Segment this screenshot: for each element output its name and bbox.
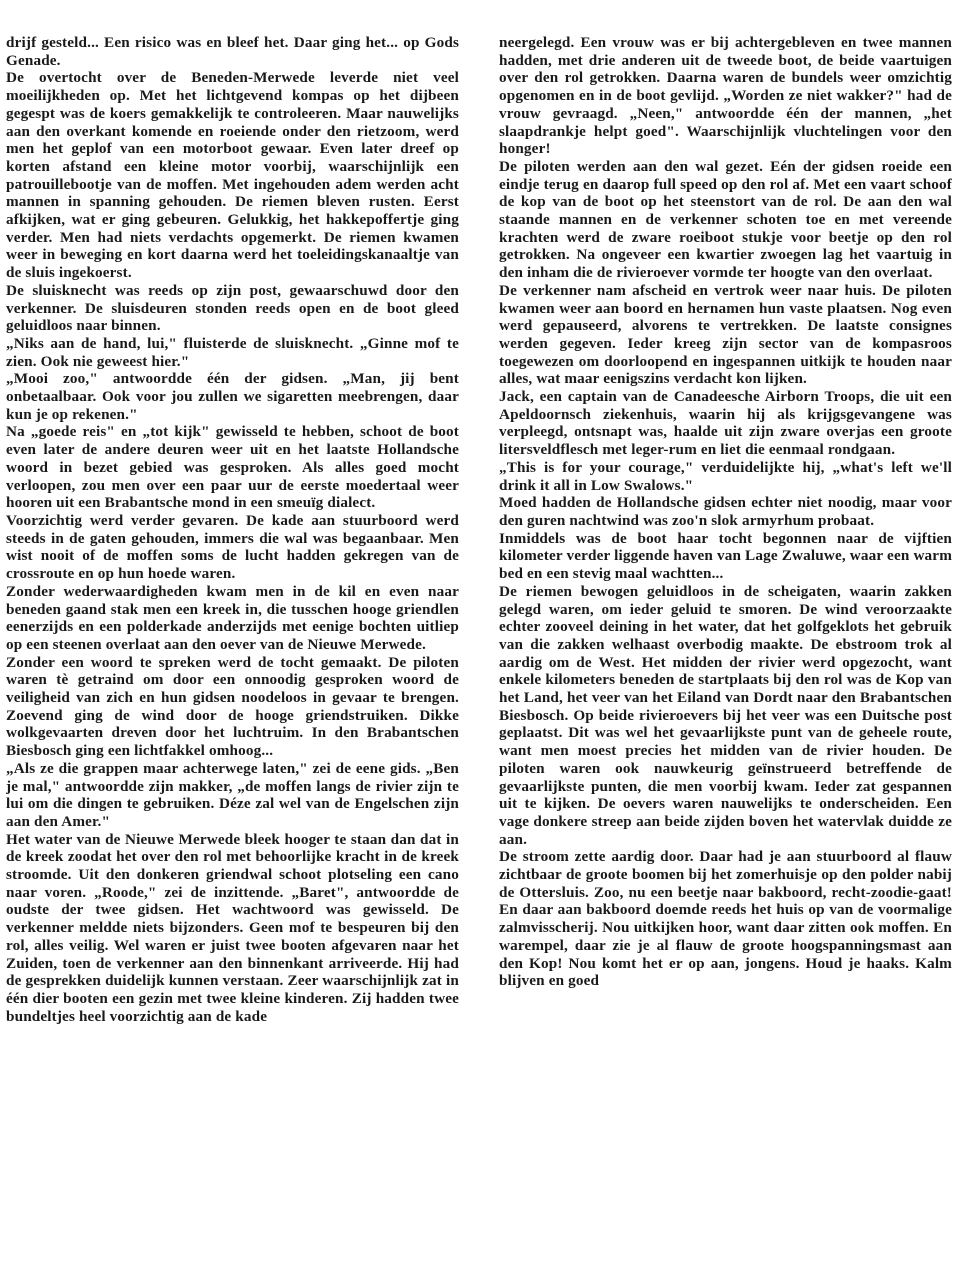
- paragraph: Jack, een captain van de Canadeesche Airborn Troops, die uit een Apeldoornsch ziekenhuis, waarin hij als krijgsgevangene was verpleegd, ontsnapt was, haalde uit zijn zware overjas een groote litersveldflesch met leger-rum en liet die eenmaal rondgaan.: [499, 388, 952, 459]
- paragraph: Na „goede reis" en „tot kijk" gewisseld te hebben, schoot de boot even later de andere deuren weer uit en het laatste Hollandsche woord in bezet gebied was gesproken. Als alles goed mocht verloopen, zou men over een paar uur de eerste moedertaal weer hooren uit een Brabantsche mond in een smeuïg dialect.: [6, 423, 459, 512]
- paragraph: „Niks aan de hand, lui," fluisterde de sluisknecht. „Ginne mof te zien. Ook nie geweest hier.": [6, 334, 459, 370]
- paragraph: Voorzichtig werd verder gevaren. De kade aan stuurboord werd steeds in de gaten gehouden, immers die wal was begaanbaar. Men wist nooit of de moffen soms de lucht hadden gekregen van de crossroute en op hun hoede waren.: [6, 511, 459, 583]
- paragraph: drijf gesteld... Een risico was en bleef het. Daar ging het... op Gods Genade.: [6, 34, 459, 69]
- paragraph: De overtocht over de Beneden-Merwede leverde niet veel moeilijkheden op. Met het lichtgevend kompas op het dijbeen gegespt was de koers gemakkelijk te controleeren. Maar nauwelijks aan den overkant komende en roeiende onder den rietzoom, werd men het geplof van een motorboot gewaar. Even later dreef op korten afstand een kleine motor voorbij, waarschijnlijk een patrouillebootje van de moffen. Met ingehouden adem werden acht mannen in spanning gehouden. De riemen bleven rusten. Eerst afkijken, wat er ging gebeuren. Gelukkig, het hakkepoffertje ging verder. Men had niets verdachts opgemerkt. De riemen kwamen weer in beweging en kort daarna werd het toeleidingskanaaltje van de sluis ingekoerst.: [6, 69, 459, 282]
- paragraph: De sluisknecht was reeds op zijn post, gewaarschuwd door den verkenner. De sluisdeuren stonden reeds open en de boot gleed geluidloos naar binnen.: [6, 281, 459, 335]
- paragraph: De riemen bewogen geluidloos in de scheigaten, waarin zakken gelegd waren, om ieder geluid te smoren. De wind veroorzaakte echter zooveel deining in het water, dat het golfgeklots het gebruik van die zakken welhaast overbodig maakte. De ebstroom trok al aardig om de West. Het midden der rivier werd opgezocht, want enkele kilometers beneden de startplaats bij den rol was de Kop van het Land, het veer van het Eiland van Dordt naar den Brabantschen Biesbosch. Op beide rivieroevers bij het veer was een Duitsche post geplaatst. Dit was wel het gevaarlijkste punt van de geheele route, want men moest precies het midden van de rivier houden. De piloten waren ook nauwkeurig geïnstrueerd betreffende de gevaarlijkste punten, die men voorbij kwam. Ieder zat gespannen uit te kijken. De oevers waren nauwelijks te onderscheiden. Een vage donkere streep aan beide zijden boven het watervlak duidde ze aan.: [499, 582, 952, 848]
- paragraph: De piloten werden aan den wal gezet. Eén der gidsen roeide een eindje terug en daarop full speed op den rol af. Met een vaart schoof de kop van de boot op het steenstort van de rol. De aan den wal staande mannen en de verkenner schoten toe en met vereende krachten werd de zware roeiboot stukje voor beetje op den rol getrokken. Na ongeveer een kwartier zwoegen lag het vaartuig in den inham die de rivieroever vormde ter hoogte van den overlaat.: [499, 157, 952, 282]
- paragraph: neergelegd. Een vrouw was er bij achtergebleven en twee mannen hadden, met drie anderen uit de tweede boot, de beide vaartuigen over den rol getrokken. Daarna waren de bundels weer omzichtig opgenomen en in de boot gevlijd. „Worden ze niet wakker?" had de vrouw gevraagd. „Neen," antwoordde één der mannen, „het slaapdrankje helpt goed". Waarschijnlijk vluchtelingen voor den honger!: [499, 34, 952, 158]
- paragraph: Zonder wederwaardigheden kwam men in de kil en even naar beneden gaand stak men een kreek in, die tusschen hooge griendlen eenerzijds en een polderkade anderzijds met eenige bochten uitliep op een steenen overlaat aan den oever van de Nieuwe Merwede.: [6, 582, 459, 653]
- paragraph: Moed hadden de Hollandsche gidsen echter niet noodig, maar voor den guren nachtwind was zoo'n slok armyrhum probaat.: [499, 494, 952, 529]
- paragraph: „This is for your courage," verduidelijkte hij, „what's left we'll drink it all in Low Swalows.": [499, 458, 952, 494]
- paragraph: „Als ze die grappen maar achterwege laten," zei de eene gids. „Ben je mal," antwoordde zijn makker, „de moffen langs de rivier zijn te lui om die dingen te gebruiken. Déze zal wel van de Engelschen zijn aan den Amer.": [6, 759, 459, 830]
- right-column: [499, 34, 952, 1282]
- paragraph: Zonder een woord te spreken werd de tocht gemaakt. De piloten waren tè getraind om door een onnoodig gesproken woord de veiligheid van zich en hun gidsen noodeloos in gevaar te brengen. Zoevend ging de wind door de hooge griendstruiken. Dikke wolkgevaarten dreven door het luchtruim. In den Brabantschen Biesbosch ging een lichtfakkel omhoog...: [6, 653, 459, 760]
- paragraph: De verkenner nam afscheid en vertrok weer naar huis. De piloten kwamen weer aan boord en hernamen hun vaste plaatsen. Nog even werd gepauseerd, alvorens te vertrekken. De laatste consignes werden gegeven. Ieder kreeg zijn sector van de kompasroos toegewezen om doorloopend en ingespannen uitkijk te houden naar alles, wat maar eenigszins verdacht kon lijken.: [499, 281, 952, 388]
- paragraph: Het water van de Nieuwe Merwede bleek hooger te staan dan dat in de kreek zoodat het over den rol met behoorlijke kracht in de kreek stroomde. Uit den donkeren griendwal schoot plotseling een cano naar voren. „Roode," zei de inzittende. „Baret", antwoordde de oudste der twee gidsen. Het wachtwoord was gewisseld. De verkenner meldde niets bijzonders. Geen mof te bespeuren bij den rol, alles veilig. Wel waren er juist twee booten afgevaren naar het Zuiden, toen de verkenner aan den binnenkant arriveerde. Hij had de gesprekken duidelijk kunnen verstaan. Zeer waarschijnlijk zat in één dier booten een gezin met twee kleine kinderen. Zij hadden twee bundeltjes heel voorzichtig aan de kade: [6, 830, 459, 1025]
- paragraph: Inmiddels was de boot haar tocht begonnen naar de vijftien kilometer verder liggende haven van Lage Zwaluwe, waar een warm bed en een stevig maal wachtten...: [499, 529, 952, 583]
- paragraph: De stroom zette aardig door. Daar had je aan stuurboord al flauw zichtbaar de groote boomen bij het zomerhuisje op den polder nabij de Ottersluis. Zoo, nu een beetje naar bakboord, recht-zoodie-gaat! En daar aan bakboord doemde reeds het huis op van de voormalige zalmvisscherij. Nou uitkijken hoor, want daar zitten ook moffen. En warempel, daar zie je al flauw de groote hoogspanningsmast aan den Kop! Nou komt het er op aan, jongens. Houd je haaks. Kalm blijven en goed: [499, 848, 952, 990]
- paragraph: „Mooi zoo," antwoordde één der gidsen. „Man, jij bent onbetaalbaar. Ook voor jou zullen we sigaretten meebrengen, daar kun je op rekenen.": [6, 370, 459, 423]
- left-column: [6, 34, 459, 1282]
